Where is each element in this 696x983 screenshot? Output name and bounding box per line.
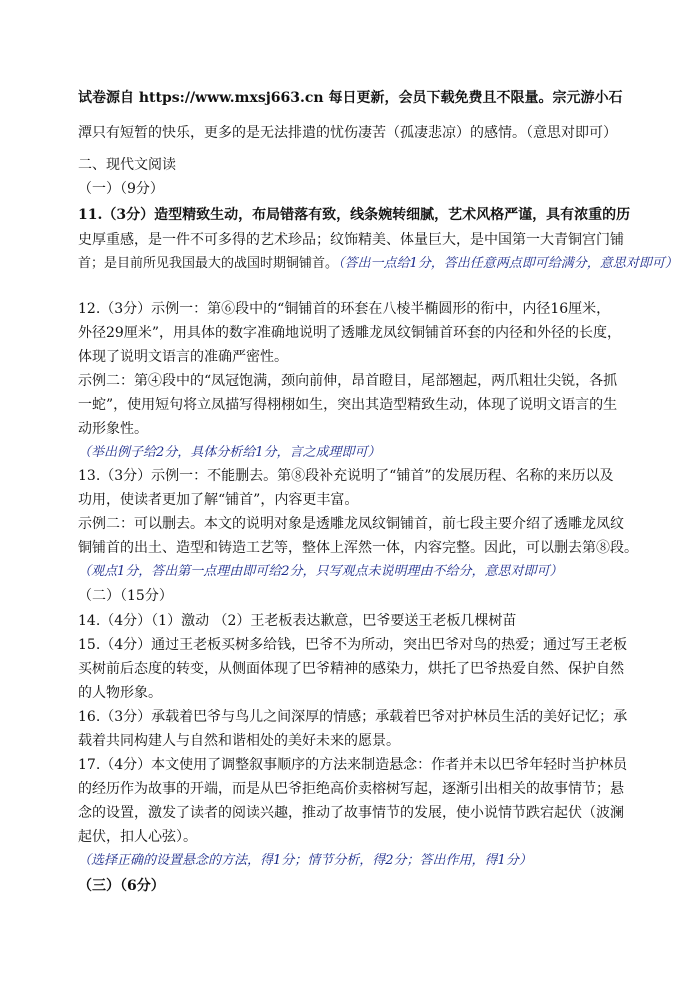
answer-line: 的人物形象。 [78, 685, 162, 701]
answer-line: 12.（3分）示例一：第⑥段中的“铜铺首的环套在八棱半椭圆形的衔中，内径16厘米， [78, 301, 611, 317]
answer-line: 起伏，扣人心弦）。 [78, 829, 197, 845]
text-line: 潭只有短暂的快乐，更多的是无法排遣的忧伤凄苦（孤凄悲凉）的感情。（意思对即可） [78, 125, 617, 141]
answer-line: 15.（4分）通过王老板买树多给钱，巴爷不为所动，突出巴爷对鸟的热爱；通过写王老板 [78, 637, 628, 653]
answer-line: 载着共同构建人与自然和谐相处的美好未来的愿景。 [78, 733, 400, 749]
header-suffix: 每日更新，会员下载免费且不限量。宗元游小石 [323, 90, 623, 106]
answer-line: 13.（3分）示例一：不能删去。第⑧段补充说明了“铺首”的发展历程、名称的来历以及 [78, 468, 614, 484]
answer-line: 史厚重感，是一件不可多得的艺术珍品；纹饰精美、体量巨大，是中国第一大青铜宫门铺 [78, 232, 624, 248]
answer-line: 示例二：第④段中的“凤冠饱满，颈向前伸，昂首瞪目，尾部翘起，两爪粗壮尖锐，各抓 [78, 373, 618, 389]
header-line [78, 88, 622, 108]
answer-line: 11.（3分）造型精致生动，布局错落有致，线条婉转细腻，艺术风格严谨，具有浓重的历 [78, 207, 631, 223]
header-prefix: 试卷源自 [78, 90, 139, 106]
scoring-note: （观点1分，答出第一点理由即可给2分，只写观点未说明理由不给分，意思对即可） [78, 564, 563, 579]
answer-line: 铜铺首的出土、造型和铸造工艺等，整体上浑然一体，内容完整。因此，可以删去第⑧段。 [78, 540, 638, 556]
section-heading: 二、现代文阅读 [78, 157, 176, 173]
scoring-note: （答出一点给1分，答出任意两点即可给满分，意思对即可） [338, 256, 678, 271]
scoring-note: （举出例子给2分，具体分析给1分，言之成理即可） [78, 445, 381, 460]
subsection-heading: （一）（9分） [78, 181, 164, 197]
answer-line: 功用，使读者更加了解“铺首”，内容更丰富。 [78, 492, 359, 508]
header-url[interactable]: https://www.mxsj663.cn [138, 90, 324, 106]
answer-line: 买树前后态度的转变，从侧面体现了巴爷精神的感染力，烘托了巴爷热爱自然、保护自然 [78, 661, 624, 677]
answer-line: 16.（3分）承载着巴爷与鸟儿之间深厚的情感；承载着巴爷对护林员生活的美好记忆；承 [78, 709, 628, 725]
answer-line: 14.（4分）（1）激动 （2）王老板表达歉意，巴爷要送王老板几棵树苗 [78, 613, 517, 629]
scoring-note: （选择正确的设置悬念的方法，得1分；情节分析，得2分；答出作用，得1分） [78, 853, 532, 868]
subsection-heading: （二）（15分） [78, 588, 173, 604]
answer-line: 一蛇”，使用短句将立凤描写得栩栩如生，突出其造型精致生动，体现了说明文语言的生 [78, 397, 618, 413]
answer-line: 外径29厘米”，用具体的数字准确地说明了透雕龙凤纹铜铺首环套的内径和外径的长度， [78, 325, 621, 341]
subsection-heading: （三）（6分） [78, 878, 165, 894]
answer-line: 示例二：可以删去。本文的说明对象是透雕龙凤纹铜铺首，前七段主要介绍了透雕龙凤纹 [78, 516, 624, 532]
answer-line: 17.（4分）本文使用了调整叙事顺序的方法来制造悬念：作者并未以巴爷年轻时当护林员 [78, 757, 628, 773]
answer-line: 体现了说明文语言的准确严密性。 [78, 349, 288, 365]
answer-line: 念的设置，激发了读者的阅读兴趣，推动了故事情节的发展，使小说情节跌宕起伏（波澜 [78, 805, 624, 821]
answer-line: 的经历作为故事的开端，而是从巴爷拒绝高价卖榕树写起，逐渐引出相关的故事情节；悬 [78, 781, 624, 797]
answer-text: 首；是目前所见我国最大的战国时期铜铺首。 [78, 256, 339, 271]
answer-line [78, 254, 678, 274]
answer-line: 动形象性。 [78, 421, 148, 437]
